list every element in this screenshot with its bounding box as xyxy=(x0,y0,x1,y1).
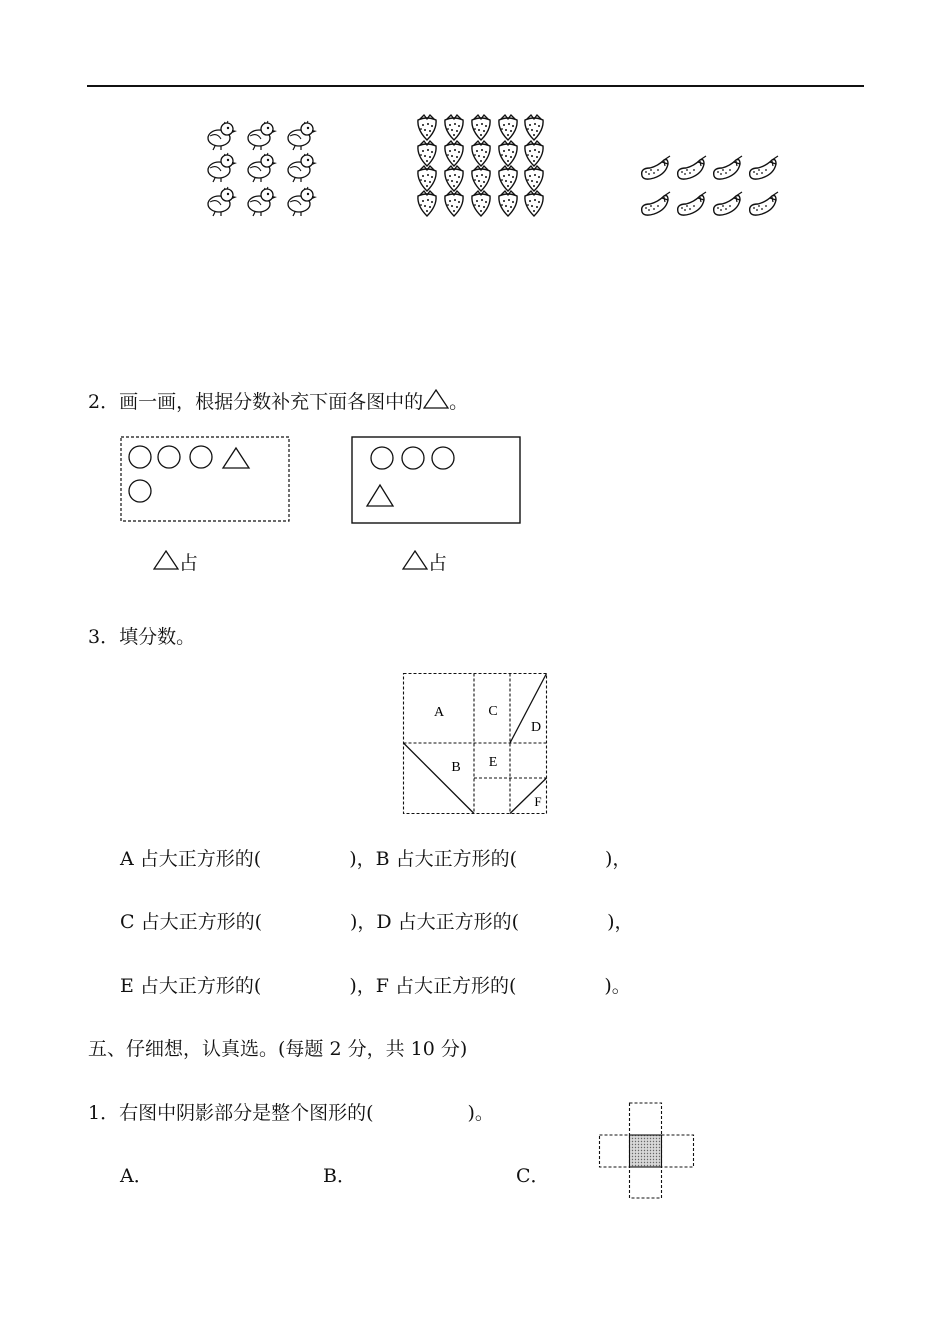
eggplant-icon xyxy=(642,192,670,215)
circle-icon xyxy=(371,447,393,469)
q3-square-svg xyxy=(402,672,550,818)
triangle-icon xyxy=(367,485,393,506)
q2-box-2 xyxy=(351,436,523,526)
strawberry-group xyxy=(418,115,543,216)
q5-1-prompt-end: )。 xyxy=(467,1102,494,1124)
strawberry-icon xyxy=(499,115,517,140)
strawberry-icon xyxy=(525,115,543,140)
q3-square-figure xyxy=(402,672,550,818)
circle-icon xyxy=(129,480,151,502)
strawberry-icon xyxy=(499,166,517,191)
q3-row-2-end: )， xyxy=(607,911,634,933)
chick-icon xyxy=(208,153,237,182)
circle-icon xyxy=(129,446,151,468)
region-label-c: C xyxy=(488,704,498,719)
strawberry-icon xyxy=(418,141,436,166)
strawberry-icon xyxy=(525,191,543,216)
q2-answer-2-label: 占 xyxy=(428,552,448,574)
q2-prompt: 画一画，根据分数补充下面各图中的 xyxy=(119,391,424,413)
region-label-e: E xyxy=(488,755,498,770)
picture-groups-svg xyxy=(200,112,800,222)
chick-icon xyxy=(248,153,277,182)
strawberry-icon xyxy=(472,166,490,191)
strawberry-icon xyxy=(499,141,517,166)
q3-row-3 xyxy=(120,974,631,998)
q2-number: 2． xyxy=(88,391,120,413)
q2-box-1 xyxy=(120,436,292,524)
strawberry-icon xyxy=(418,191,436,216)
q5-1-prompt: 右图中阴影部分是整个图形的( xyxy=(119,1102,374,1124)
q3-row-3-left: E 占大正方形的( xyxy=(120,975,262,997)
strawberry-icon xyxy=(472,115,490,140)
q3-number: 3． xyxy=(88,626,120,648)
q2-answer-1-label: 占 xyxy=(179,552,199,574)
eggplant-icon xyxy=(750,156,778,179)
region-label-f: F xyxy=(534,794,542,809)
strawberry-icon xyxy=(418,166,436,191)
q3-row-1-left: A 占大正方形的( xyxy=(120,848,262,870)
option-a[interactable]: A． xyxy=(120,1165,153,1187)
circle-icon xyxy=(402,447,424,469)
chick-icon xyxy=(208,187,237,216)
q3-row-2 xyxy=(120,910,634,934)
q3-row-3-end: )。 xyxy=(604,975,631,997)
section-5-title: 五、仔细想，认真选。(每题 2 分，共 10 分) xyxy=(88,1038,468,1060)
circle-icon xyxy=(432,447,454,469)
chick-icon xyxy=(248,121,277,150)
cross-figure xyxy=(598,1101,698,1201)
strawberry-icon xyxy=(445,166,463,191)
q2-answer-1 xyxy=(153,549,198,575)
triangle-icon xyxy=(423,388,449,410)
strawberry-icon xyxy=(499,191,517,216)
strawberry-icon xyxy=(472,191,490,216)
chick-icon xyxy=(248,187,277,216)
picture-groups xyxy=(200,112,800,222)
triangle-icon xyxy=(402,549,428,571)
cross-figure-svg xyxy=(598,1101,698,1201)
eggplant-group xyxy=(642,156,778,215)
q3-row-1-mid: )，B 占大正方形的( xyxy=(349,848,518,870)
strawberry-icon xyxy=(445,115,463,140)
eggplant-icon xyxy=(714,192,742,215)
eggplant-icon xyxy=(750,192,778,215)
q2-heading xyxy=(88,388,468,414)
option-b[interactable]: B． xyxy=(323,1165,356,1187)
q5-1-heading xyxy=(88,1101,494,1125)
triangle-icon xyxy=(223,448,249,468)
chick-group xyxy=(208,121,317,216)
strawberry-icon xyxy=(525,166,543,191)
chick-icon xyxy=(288,187,317,216)
q5-1-number: 1． xyxy=(88,1102,120,1124)
region-label-b: B xyxy=(451,760,461,775)
strawberry-icon xyxy=(445,141,463,166)
header-rule xyxy=(87,85,864,87)
q3-row-3-mid: )，F 占大正方形的( xyxy=(349,975,517,997)
q3-row-2-left: C 占大正方形的( xyxy=(120,911,262,933)
circle-icon xyxy=(190,446,212,468)
q2-box-2-svg xyxy=(351,436,523,526)
option-c[interactable]: C． xyxy=(516,1165,550,1187)
chick-icon xyxy=(288,153,317,182)
eggplant-icon xyxy=(678,192,706,215)
strawberry-icon xyxy=(525,141,543,166)
circle-icon xyxy=(158,446,180,468)
chick-icon xyxy=(288,121,317,150)
strawberry-icon xyxy=(472,141,490,166)
q3-heading xyxy=(88,625,195,649)
q3-row-1 xyxy=(120,847,631,871)
eggplant-icon xyxy=(642,156,670,179)
region-label-d: D xyxy=(530,720,542,735)
q2-prompt-end: 。 xyxy=(449,391,469,413)
strawberry-icon xyxy=(445,191,463,216)
q3-row-2-mid: )，D 占大正方形的( xyxy=(350,911,520,933)
q2-box-1-svg xyxy=(120,436,292,524)
strawberry-icon xyxy=(418,115,436,140)
eggplant-icon xyxy=(714,156,742,179)
triangle-icon xyxy=(153,549,179,571)
eggplant-icon xyxy=(678,156,706,179)
chick-icon xyxy=(208,121,237,150)
q3-prompt: 填分数。 xyxy=(119,626,196,648)
region-label-a: A xyxy=(433,705,445,720)
shaded-square xyxy=(630,1135,662,1167)
q2-answer-2 xyxy=(402,549,447,575)
q3-row-1-end: )， xyxy=(605,848,632,870)
